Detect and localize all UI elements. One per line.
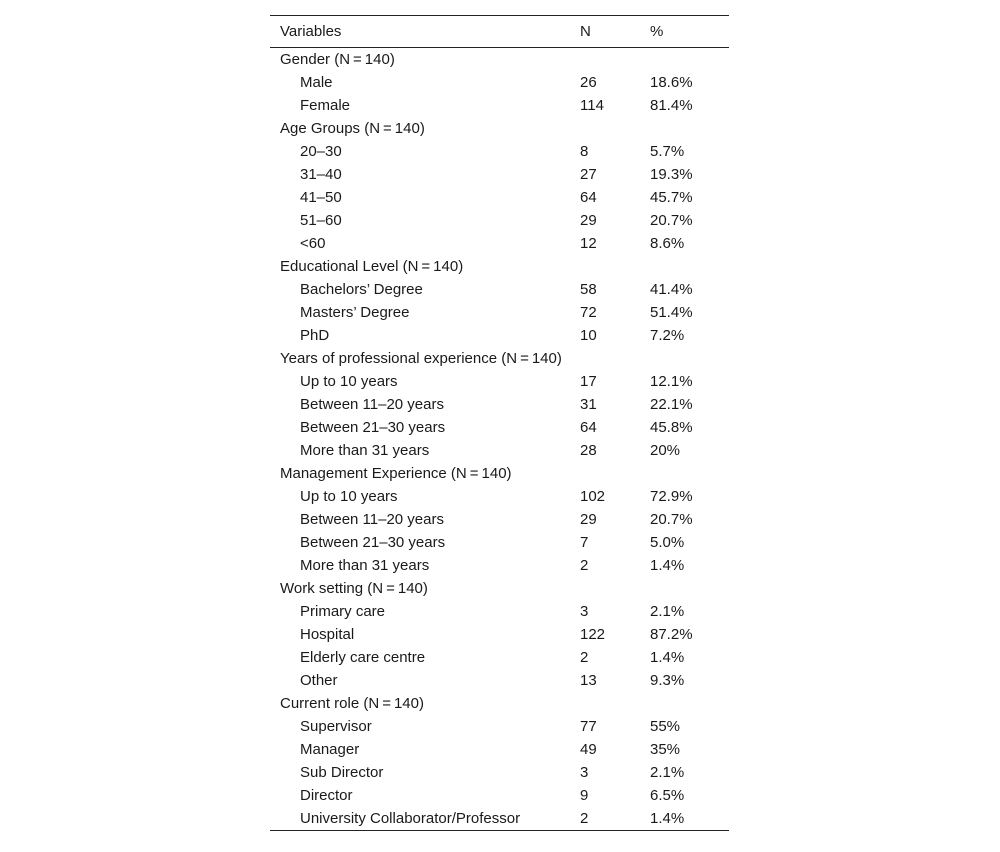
category-row bbox=[270, 255, 729, 278]
row-percent: 18.6% bbox=[650, 74, 693, 91]
table-row bbox=[270, 301, 729, 324]
row-percent: 1.4% bbox=[650, 810, 685, 827]
category-label: Years of professional experience (N = 140) bbox=[280, 350, 562, 367]
row-label: Sub Director bbox=[300, 764, 384, 781]
row-label: Supervisor bbox=[300, 718, 372, 735]
table-row bbox=[270, 232, 729, 255]
row-label: Male bbox=[300, 74, 333, 91]
table-row bbox=[270, 623, 729, 646]
row-label: PhD bbox=[300, 327, 330, 344]
row-label: Primary care bbox=[300, 603, 386, 620]
row-percent: 8.6% bbox=[650, 235, 685, 252]
row-count: 2 bbox=[580, 810, 589, 827]
table-row bbox=[270, 485, 729, 508]
category-label: Gender (N = 140) bbox=[280, 51, 395, 68]
row-label: Up to 10 years bbox=[300, 373, 398, 390]
row-count: 2 bbox=[580, 557, 589, 574]
row-percent: 1.4% bbox=[650, 649, 685, 666]
category-row bbox=[270, 347, 729, 370]
category-row bbox=[270, 117, 729, 140]
table-row bbox=[270, 554, 729, 577]
table-header bbox=[270, 16, 729, 48]
category-row bbox=[270, 692, 729, 715]
row-count: 64 bbox=[580, 189, 597, 206]
row-label: Between 21–30 years bbox=[300, 534, 446, 551]
row-percent: 5.7% bbox=[650, 143, 685, 160]
row-count: 102 bbox=[580, 488, 606, 505]
row-label: Other bbox=[300, 672, 338, 689]
row-count: 64 bbox=[580, 419, 597, 436]
category-label: Age Groups (N = 140) bbox=[280, 120, 425, 137]
row-count: 17 bbox=[580, 373, 597, 390]
row-percent: 9.3% bbox=[650, 672, 685, 689]
row-percent: 55% bbox=[650, 718, 681, 735]
row-percent: 35% bbox=[650, 741, 681, 758]
row-count: 12 bbox=[580, 235, 597, 252]
row-count: 3 bbox=[580, 603, 589, 620]
category-label: Educational Level (N = 140) bbox=[280, 258, 464, 275]
row-percent: 5.0% bbox=[650, 534, 685, 551]
table-row bbox=[270, 531, 729, 554]
category-row bbox=[270, 48, 729, 72]
row-count: 2 bbox=[580, 649, 589, 666]
row-label: Masters’ Degree bbox=[300, 304, 410, 321]
row-count: 26 bbox=[580, 74, 597, 91]
row-percent: 45.8% bbox=[650, 419, 693, 436]
table-row bbox=[270, 807, 729, 831]
table-row bbox=[270, 393, 729, 416]
table-row bbox=[270, 278, 729, 301]
row-label: Female bbox=[300, 97, 351, 114]
row-count: 58 bbox=[580, 281, 597, 298]
row-label: Hospital bbox=[300, 626, 355, 643]
table-row bbox=[270, 186, 729, 209]
row-count: 29 bbox=[580, 212, 597, 229]
row-count: 10 bbox=[580, 327, 597, 344]
row-label: Director bbox=[300, 787, 353, 804]
row-label: Elderly care centre bbox=[300, 649, 426, 666]
row-label: Between 21–30 years bbox=[300, 419, 446, 436]
table-row bbox=[270, 439, 729, 462]
category-label: Work setting (N = 140) bbox=[280, 580, 428, 597]
category-row bbox=[270, 577, 729, 600]
table-row bbox=[270, 508, 729, 531]
row-percent: 2.1% bbox=[650, 603, 685, 620]
row-percent: 12.1% bbox=[650, 373, 693, 390]
table-row bbox=[270, 94, 729, 117]
table-row bbox=[270, 416, 729, 439]
row-label: More than 31 years bbox=[300, 442, 430, 459]
table-row bbox=[270, 140, 729, 163]
row-percent: 41.4% bbox=[650, 281, 693, 298]
row-percent: 22.1% bbox=[650, 396, 693, 413]
row-count: 28 bbox=[580, 442, 597, 459]
header-percent: % bbox=[650, 23, 664, 40]
row-label: Between 11–20 years bbox=[300, 511, 444, 528]
header-row bbox=[270, 16, 729, 48]
row-label: University Collaborator/Professor bbox=[300, 810, 521, 827]
row-count: 3 bbox=[580, 764, 589, 781]
row-count: 77 bbox=[580, 718, 597, 735]
row-label: Between 11–20 years bbox=[300, 396, 444, 413]
row-label: Up to 10 years bbox=[300, 488, 398, 505]
row-percent: 51.4% bbox=[650, 304, 693, 321]
table-row bbox=[270, 324, 729, 347]
demographics-table bbox=[270, 15, 729, 831]
row-percent: 87.2% bbox=[650, 626, 693, 643]
table-row bbox=[270, 209, 729, 232]
row-percent: 45.7% bbox=[650, 189, 693, 206]
row-percent: 72.9% bbox=[650, 488, 693, 505]
row-label: 51–60 bbox=[300, 212, 342, 229]
table-row bbox=[270, 738, 729, 761]
table-body bbox=[270, 48, 729, 831]
row-percent: 20% bbox=[650, 442, 681, 459]
row-percent: 19.3% bbox=[650, 166, 693, 183]
row-label: 20–30 bbox=[300, 143, 342, 160]
category-label: Management Experience (N = 140) bbox=[280, 465, 512, 482]
category-label: Current role (N = 140) bbox=[280, 695, 424, 712]
table-row bbox=[270, 163, 729, 186]
row-count: 49 bbox=[580, 741, 597, 758]
header-variables: Variables bbox=[280, 23, 342, 40]
row-count: 13 bbox=[580, 672, 597, 689]
table-row bbox=[270, 715, 729, 738]
row-label: 41–50 bbox=[300, 189, 342, 206]
row-label: More than 31 years bbox=[300, 557, 430, 574]
row-count: 27 bbox=[580, 166, 597, 183]
row-percent: 7.2% bbox=[650, 327, 685, 344]
header-n: N bbox=[580, 23, 591, 40]
row-label: 31–40 bbox=[300, 166, 342, 183]
row-count: 29 bbox=[580, 511, 597, 528]
table-row bbox=[270, 761, 729, 784]
row-percent: 1.4% bbox=[650, 557, 685, 574]
row-count: 31 bbox=[580, 396, 597, 413]
row-count: 7 bbox=[580, 534, 589, 551]
row-percent: 6.5% bbox=[650, 787, 685, 804]
row-count: 72 bbox=[580, 304, 597, 321]
table-row bbox=[270, 370, 729, 393]
row-percent: 20.7% bbox=[650, 212, 693, 229]
row-label: Manager bbox=[300, 741, 360, 758]
table-row bbox=[270, 71, 729, 94]
row-count: 8 bbox=[580, 143, 589, 160]
table-row bbox=[270, 784, 729, 807]
row-count: 114 bbox=[580, 97, 604, 114]
table-row bbox=[270, 600, 729, 623]
table-row bbox=[270, 646, 729, 669]
row-percent: 81.4% bbox=[650, 97, 693, 114]
row-percent: 2.1% bbox=[650, 764, 685, 781]
row-label: <60 bbox=[300, 235, 326, 252]
row-count: 9 bbox=[580, 787, 589, 804]
row-percent: 20.7% bbox=[650, 511, 693, 528]
category-row bbox=[270, 462, 729, 485]
table-row bbox=[270, 669, 729, 692]
row-label: Bachelors’ Degree bbox=[300, 281, 423, 298]
row-count: 122 bbox=[580, 626, 606, 643]
